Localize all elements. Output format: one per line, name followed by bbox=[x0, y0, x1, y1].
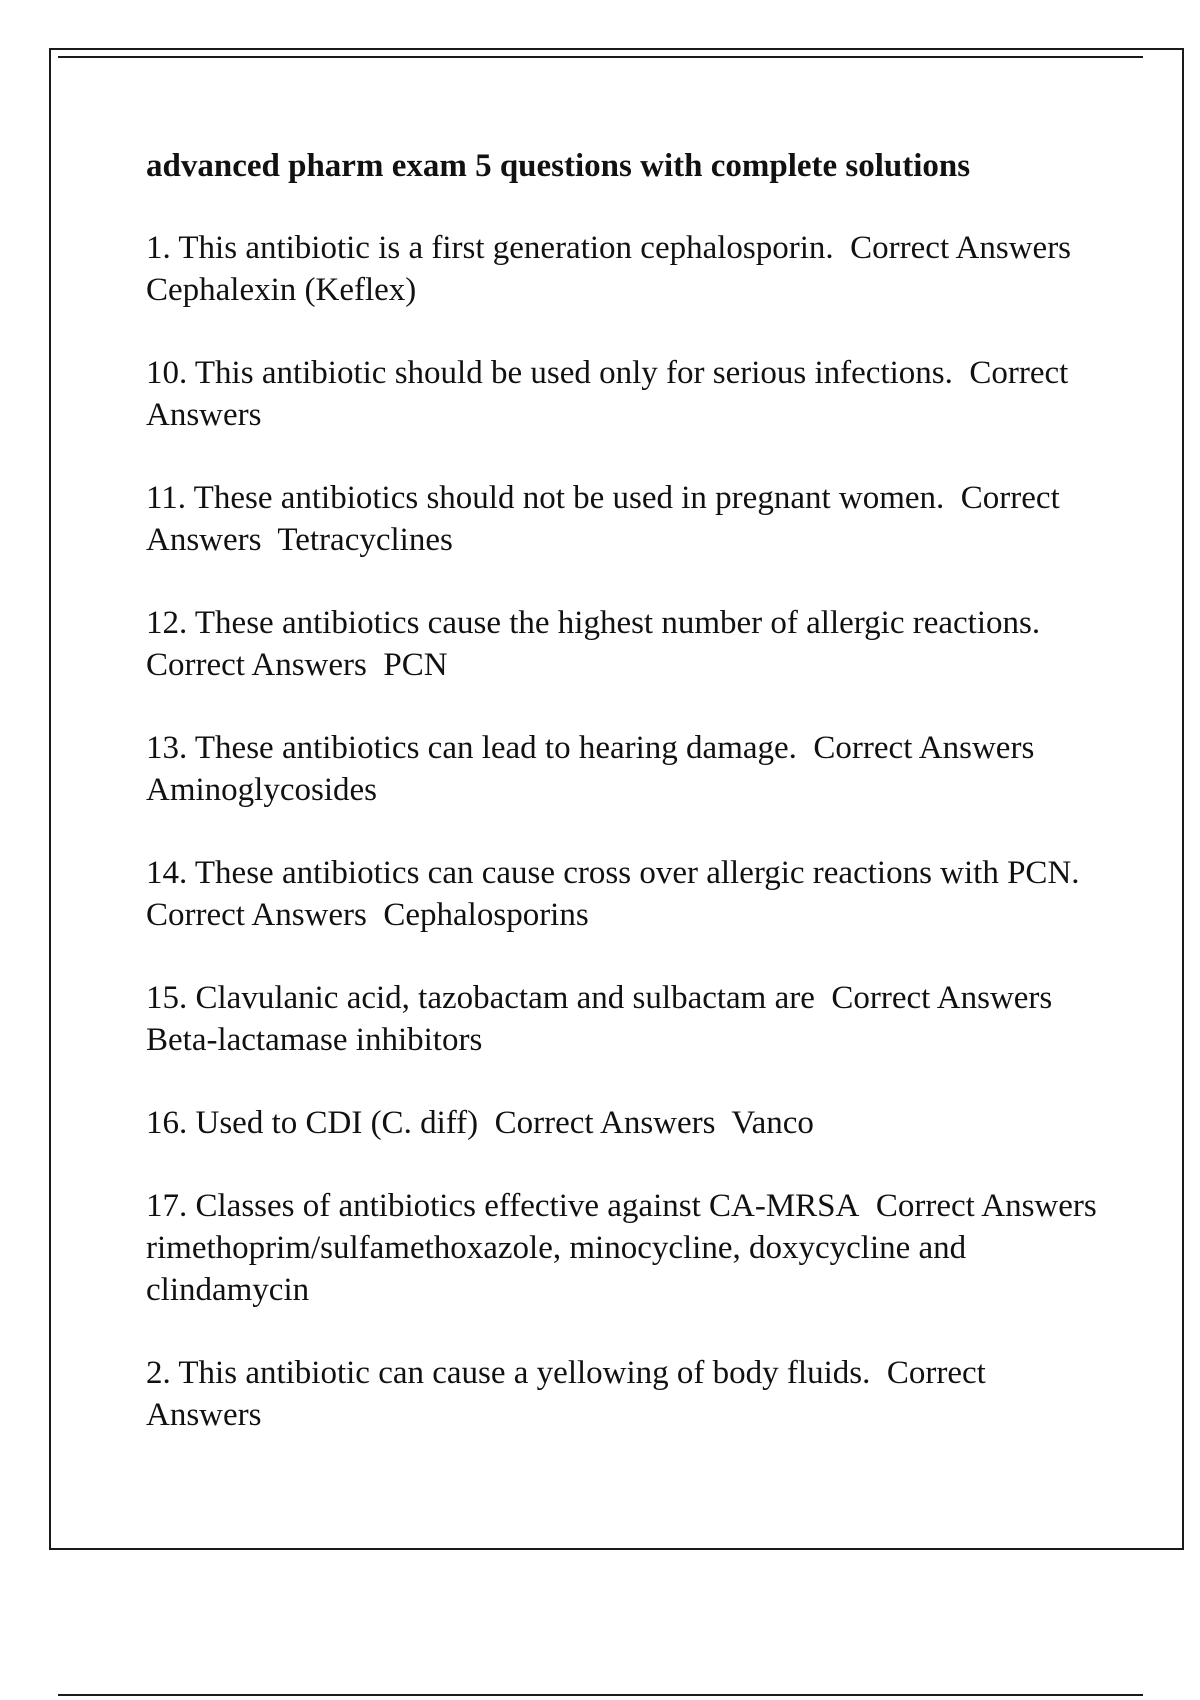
answer-label: Correct Answers bbox=[494, 1105, 716, 1141]
answer-text: Vanco bbox=[731, 1105, 814, 1141]
qa-item bbox=[146, 727, 1106, 811]
question-text: 10. This antibiotic should be used only for serious infections. bbox=[146, 355, 953, 391]
answer-label: Correct Answers bbox=[146, 1355, 986, 1433]
answer-label: Correct Answers bbox=[813, 730, 1035, 766]
answer-text: Beta-lactamase inhibitors bbox=[146, 1022, 483, 1058]
answer-label: Correct Answers bbox=[146, 355, 1069, 433]
answer-text: Cephalexin (Keflex) bbox=[146, 272, 417, 308]
question-text: 14. These antibiotics can cause cross over allergic reactions with PCN. bbox=[146, 855, 1080, 891]
document-title: advanced pharm exam 5 questions with complete solutions bbox=[146, 148, 971, 184]
document-body bbox=[146, 145, 1106, 1477]
qa-item bbox=[146, 227, 1106, 311]
question-text: 16. Used to CDI (C. diff) bbox=[146, 1105, 479, 1141]
qa-item bbox=[146, 852, 1106, 936]
answer-text: Cephalosporins bbox=[383, 897, 589, 933]
question-text: 1. This antibiotic is a first generation cephalosporin. bbox=[146, 230, 834, 266]
header-rule bbox=[58, 56, 1143, 58]
answer-label: Correct Answers bbox=[875, 1188, 1097, 1224]
answer-label: Correct Answers bbox=[146, 897, 367, 933]
question-text: 11. These antibiotics should not be used in pregnant women. bbox=[146, 480, 945, 516]
answer-text: Tetracyclines bbox=[277, 522, 453, 558]
footer-rule bbox=[58, 1694, 1143, 1696]
qa-item bbox=[146, 1102, 1106, 1144]
qa-item bbox=[146, 1185, 1106, 1311]
qa-item bbox=[146, 352, 1106, 436]
answer-label: Correct Answers bbox=[831, 980, 1053, 1016]
answer-label: Correct Answers bbox=[850, 230, 1072, 266]
answer-text: Aminoglycosides bbox=[146, 772, 377, 808]
question-text: 15. Clavulanic acid, tazobactam and sulbactam are bbox=[146, 980, 815, 1016]
answer-text: PCN bbox=[383, 647, 448, 683]
question-text: 13. These antibiotics can lead to hearing damage. bbox=[146, 730, 797, 766]
question-text: 12. These antibiotics cause the highest number of allergic reactions. bbox=[146, 605, 1041, 641]
qa-item bbox=[146, 602, 1106, 686]
answer-text: rimethoprim/sulfamethoxazole, minocycline, doxycycline and clindamycin bbox=[146, 1230, 967, 1308]
qa-item bbox=[146, 977, 1106, 1061]
question-text: 17. Classes of antibiotics effective against CA-MRSA bbox=[146, 1188, 860, 1224]
qa-item bbox=[146, 477, 1106, 561]
answer-label: Correct Answers bbox=[146, 480, 1060, 558]
answer-label: Correct Answers bbox=[146, 647, 367, 683]
qa-item bbox=[146, 1352, 1106, 1436]
question-text: 2. This antibiotic can cause a yellowing of body fluids. bbox=[146, 1355, 871, 1391]
